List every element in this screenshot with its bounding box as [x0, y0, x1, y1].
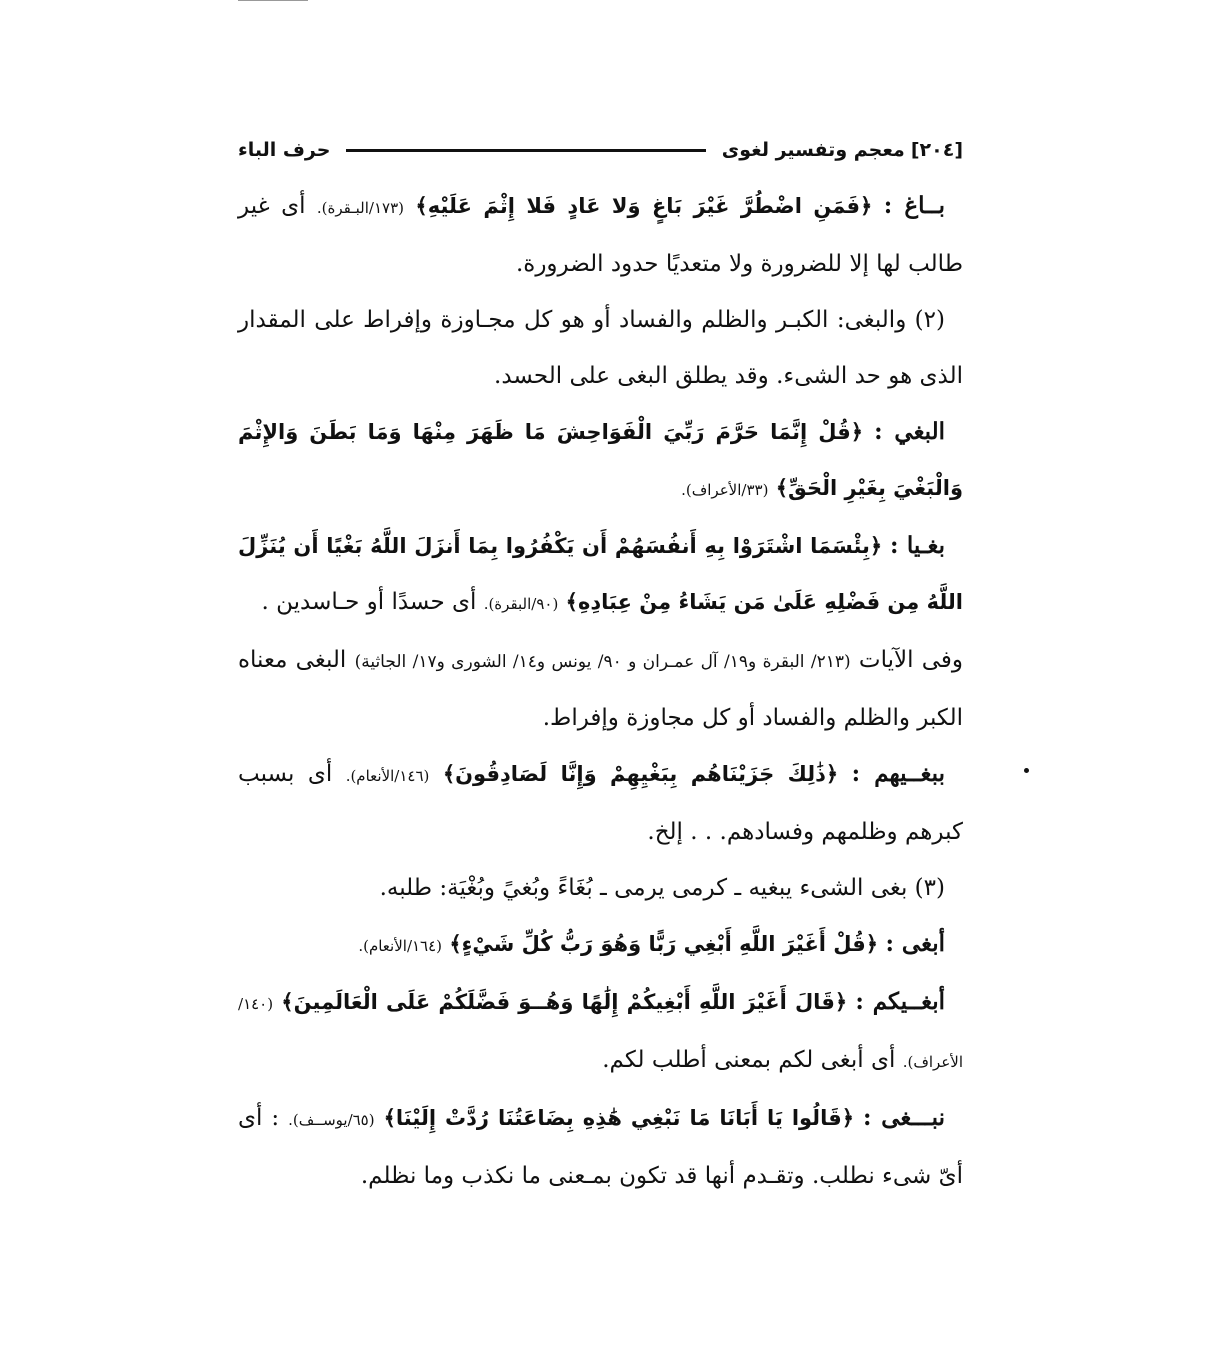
- entry-text: أى غير طالب لها إلا للضرورة ولا متعديًا حدود الضرورة.: [238, 193, 963, 277]
- entry-text: (٣) بغى الشىء يبغيه ـ كرمى يرمى ـ بُغَاءً وبُغيً وبُغْيَة: طلبه.: [379, 875, 945, 901]
- entry-term: أبغى :: [885, 930, 945, 957]
- verse-reference: (١٤٠/الأعراف).: [238, 995, 963, 1071]
- book-title: معجم وتفسير لغوى: [721, 139, 905, 161]
- verse-reference: (١٦٤/الأنعام).: [358, 937, 443, 955]
- entry-term: أبغــيكم :: [855, 988, 946, 1015]
- note-lead: وفى الآيات: [858, 647, 964, 673]
- entry-text: : أى أىّ شىء نطلب. وتقـدم أنها قد تكون بمـعنى ما نكذب وما نظلم.: [238, 1105, 963, 1189]
- entry-term: بغـيا :: [889, 532, 946, 559]
- quran-verse: ﴿بِئْسَمَا اشْتَرَوْا بِهِ أَنفُسَهُمْ أَن يَكْفُرُوا بِمَا أَنزَلَ اللَّهُ بَغْيًا أَن يُنَزِّلَ اللَّهُ مِن فَضْلِهِ عَلَىٰ مَن يَشَاءُ مِنْ عِبَادِهِ﴾: [238, 534, 963, 614]
- book-page: [238, 130, 963, 1204]
- definition-2: [238, 292, 963, 404]
- entry-term: ببغــيهم :: [851, 760, 945, 787]
- verse-reference: (٣٣/الأعراف).: [681, 481, 769, 499]
- quran-verse: ﴿قَالُوا يَا أَبَانَا مَا نَبْغِي هَٰذِهِ بِضَاعَتُنَا رُدَّتْ إِلَيْنَا﴾: [383, 1106, 855, 1130]
- quran-verse: ﴿قُلْ إِنَّمَا حَرَّمَ رَبِّيَ الْفَوَاحِشَ مَا ظَهَرَ مِنْهَا وَمَا بَطَنَ وَالإِثْمَ وَالْبَغْيَ بِغَيْرِ الْحَقِّ﴾: [238, 420, 963, 500]
- quran-verse: ﴿قَالَ أَغَيْرَ اللَّهِ أَبْغِيكُمْ إِلَٰهًا وَهُــوَ فَضَّلَكُمْ عَلَى الْعَالَمِينَ﴾: [281, 990, 848, 1014]
- quran-verse: ﴿فَمَنِ اضْطُرَّ غَيْرَ بَاغٍ وَلا عَادٍ فَلا إِثْمَ عَلَيْهِ﴾: [415, 194, 873, 218]
- page-number: [٢٠٤]: [910, 139, 963, 161]
- entry-text: أى بسبب كبرهم وظلمهم وفسادهم. . . إلخ.: [238, 761, 963, 845]
- entry-abghy: [238, 916, 963, 974]
- verse-reference: (١٤٦/الأنعام).: [345, 767, 430, 785]
- chapter-title: حرف الباء: [238, 139, 331, 161]
- entry-abghykum: [238, 974, 963, 1090]
- top-edge-mark: [238, 0, 308, 4]
- quran-verse: ﴿قُلْ أَغَيْرَ اللَّهِ أَبْغِي رَبًّا وَهُوَ رَبُّ كُلِّ شَيْءٍ﴾: [449, 932, 879, 956]
- stray-ink-dot: [1024, 768, 1029, 773]
- running-header: [238, 130, 963, 170]
- entry-text: البغى معناه الكبر والظلم والفساد أو كل مجاوزة وإفراط.: [238, 647, 963, 731]
- verse-reference: (٩٠/البقرة).: [483, 595, 559, 613]
- entry-baghyan: [238, 518, 963, 632]
- entry-term: بــاغ :: [883, 192, 945, 219]
- entry-bagh: [238, 178, 963, 292]
- entry-term: البغي :: [874, 418, 945, 445]
- entry-text: أى حسدًا أو حـاسدين .: [261, 589, 477, 615]
- entry-bibaghyihim: [238, 746, 963, 860]
- verse-references-list: (٢١٣/ البقرة و١٩/ آل عمـران و ٩٠/ يونس و١٤/ الشورى و١٧/ الجاثية): [354, 652, 851, 672]
- quran-verse: ﴿ذَٰلِكَ جَزَيْنَاهُم بِبَغْيِهِمْ وَإِنَّا لَصَادِقُونَ﴾: [442, 762, 839, 786]
- verse-reference: (١٧٣/البـقرة).: [316, 199, 404, 217]
- definition-3: [238, 860, 963, 916]
- entry-nabghy: [238, 1090, 963, 1204]
- entry-text: (٢) والبغى: الكبـر والظلم والفساد أو هو كل مجـاوزة وإفراط على المقدار الذى هو حد الشىء. وقد يطلق البغى على الحسد.: [238, 307, 963, 389]
- entry-albaghy: [238, 404, 963, 518]
- verse-reference: (٦٥/يوســف).: [288, 1111, 375, 1129]
- verses-note: [238, 632, 963, 746]
- header-rule: [346, 149, 705, 152]
- entry-term: نبـــغى :: [863, 1104, 946, 1131]
- entry-text: أى أبغى لكم بمعنى أطلب لكم.: [602, 1047, 896, 1073]
